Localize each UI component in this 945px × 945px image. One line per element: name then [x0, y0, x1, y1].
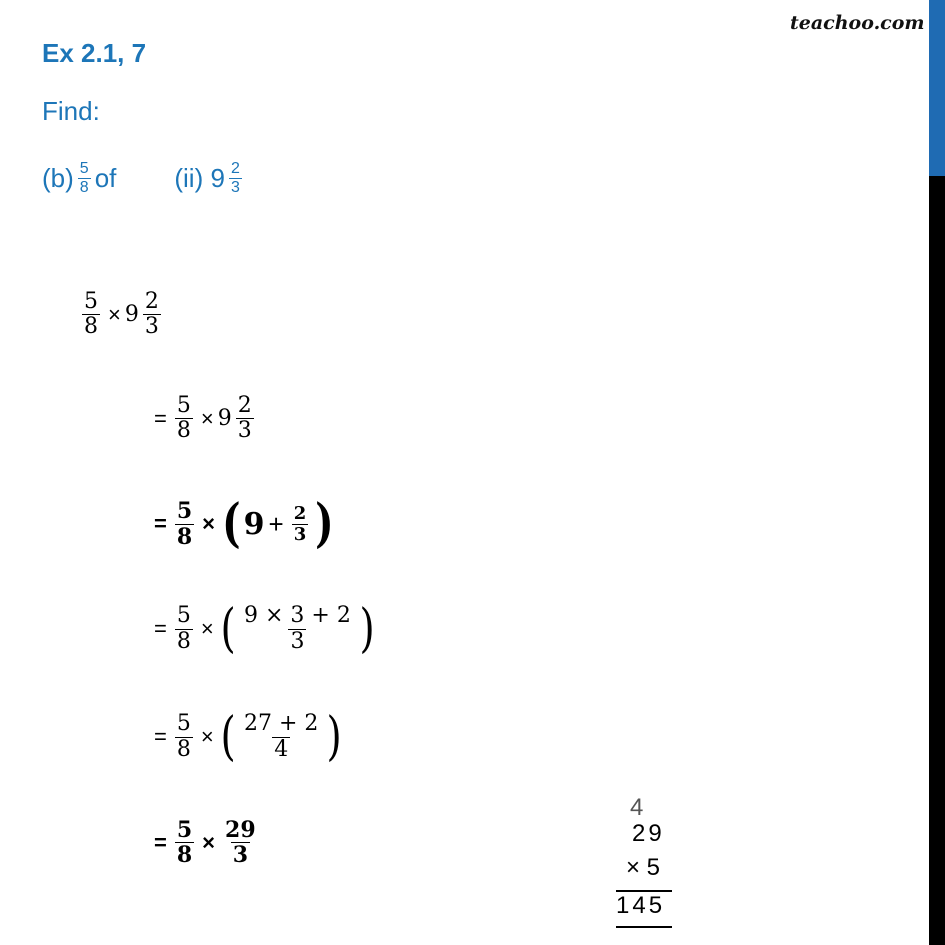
fraction	[242, 712, 320, 761]
teachoo-logo: teachoo.com	[790, 12, 925, 34]
times-sign: ×	[200, 616, 214, 641]
whole-number: 9	[217, 406, 232, 432]
fraction-numerator: 5	[176, 603, 191, 629]
fraction-denominator: 8	[84, 314, 98, 340]
times-sign: ×	[202, 829, 216, 855]
question-fraction	[78, 160, 91, 196]
fraction-denominator: 3	[144, 314, 159, 340]
equals-sign: =	[154, 511, 167, 536]
step-0	[78, 290, 165, 339]
step-5	[150, 818, 262, 867]
fraction-numerator: 5	[176, 393, 191, 418]
fraction	[175, 499, 194, 548]
times-sign: ×	[108, 301, 121, 327]
fraction-denominator: 3	[230, 178, 240, 196]
question-mixed-fraction	[229, 160, 242, 196]
whole-number: 9	[243, 506, 265, 542]
plus-sign: +	[268, 508, 284, 539]
fraction-numerator: 5	[176, 817, 193, 843]
product: 145	[616, 892, 666, 919]
fraction-numerator: 2	[293, 502, 307, 524]
equals-sign: =	[154, 724, 167, 749]
fraction-numerator: 2	[230, 160, 240, 177]
fraction	[236, 394, 254, 443]
right-parenthesis: )	[359, 599, 375, 659]
fraction-numerator: 2	[237, 393, 252, 418]
fraction-denominator: 8	[176, 736, 191, 762]
fraction	[223, 818, 258, 867]
exercise-title: Ex 2.1, 7	[42, 38, 147, 68]
fraction	[143, 290, 161, 339]
times-sign: ×	[200, 405, 214, 431]
multiplicand: 29	[632, 820, 665, 847]
fraction-numerator: 29	[225, 817, 256, 843]
fraction-numerator: 5	[84, 289, 98, 314]
fraction	[242, 604, 353, 653]
divider-line	[616, 926, 672, 928]
multiplier: × 5	[626, 854, 661, 881]
fraction-denominator: 3	[237, 418, 252, 444]
carry-digit: 4	[630, 794, 644, 821]
fraction-numerator: 5	[176, 711, 191, 737]
times-sign: ×	[202, 511, 216, 536]
left-parenthesis: (	[220, 599, 236, 659]
fraction-numerator: 5	[176, 498, 193, 525]
fraction-denominator: 8	[79, 178, 89, 196]
step-3	[150, 599, 377, 659]
scrollbar-thumb[interactable]	[929, 0, 945, 176]
step-1	[150, 394, 258, 443]
fraction-denominator: 3	[232, 842, 248, 869]
fraction	[82, 290, 100, 339]
find-label: Find:	[42, 96, 100, 126]
right-parenthesis: )	[326, 707, 343, 767]
left-parenthesis: (	[222, 493, 241, 554]
part-label: (b)	[42, 162, 74, 193]
fraction-numerator: 2	[144, 289, 159, 314]
fraction	[175, 604, 193, 653]
vertical-scrollbar[interactable]	[929, 0, 945, 945]
fraction-numerator: 5	[79, 160, 89, 177]
whole-number: 9	[124, 302, 139, 328]
question-text	[42, 160, 246, 196]
fraction	[175, 818, 194, 867]
equals-sign: =	[154, 829, 167, 855]
fraction-denominator: 8	[176, 842, 193, 869]
fraction-denominator: 3	[293, 523, 307, 545]
fraction-numerator: 27 + 2	[244, 711, 319, 737]
fraction-denominator: 4	[274, 736, 289, 762]
fraction-denominator: 8	[176, 418, 191, 444]
left-parenthesis: (	[220, 707, 236, 767]
fraction-denominator: 3	[290, 628, 305, 654]
of-label: of	[94, 162, 117, 193]
step-4	[150, 707, 345, 767]
fraction-numerator: 9 × 3 + 2	[244, 603, 351, 629]
fraction-denominator: 8	[176, 523, 193, 550]
step-2	[150, 493, 337, 554]
fraction	[292, 504, 309, 545]
fraction	[175, 712, 193, 761]
times-sign: ×	[200, 724, 214, 749]
equals-sign: =	[154, 616, 167, 641]
sub-part-label: (ii) 9	[174, 162, 225, 193]
right-parenthesis: )	[315, 493, 334, 554]
fraction	[175, 394, 193, 443]
equals-sign: =	[154, 405, 167, 431]
fraction-denominator: 8	[176, 628, 191, 654]
